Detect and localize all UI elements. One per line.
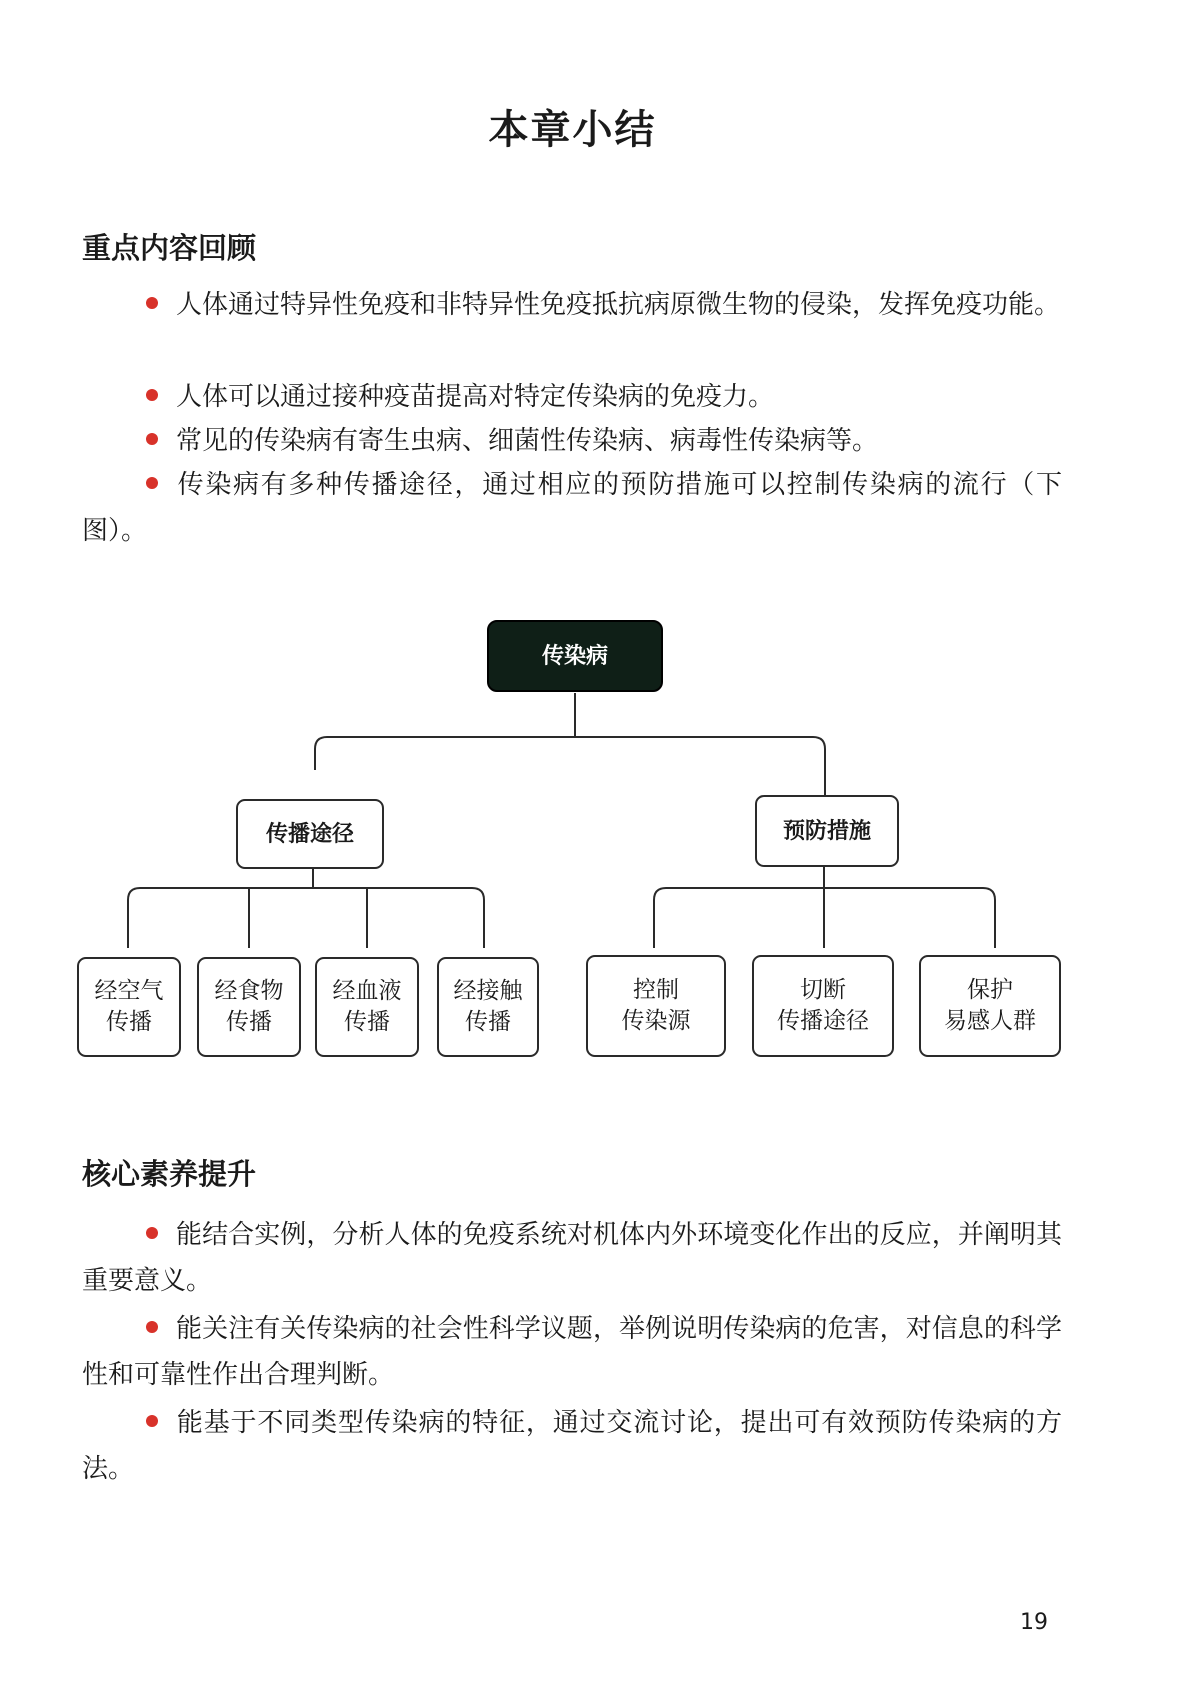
bullet-icon bbox=[146, 1321, 158, 1333]
connector-left-to-leaves bbox=[128, 865, 484, 948]
review-item-4: 传染病有多种传播途径，通过相应的预防措施可以控制传染病的流行（下图）。 bbox=[82, 470, 1062, 546]
review-item-3: 常见的传染病有寄生虫病、细菌性传染病、病毒性传染病等。 bbox=[82, 418, 1062, 464]
node-contact: 经接触 传播 bbox=[437, 957, 539, 1057]
connector-right-to-leaves bbox=[654, 865, 995, 948]
review-item-1: 人体通过特异性免疫和非特异性免疫抵抗病原微生物的侵染，发挥免疫功能。 bbox=[82, 282, 1062, 328]
page-number: 19 bbox=[1020, 1610, 1048, 1635]
core-item-1: 能结合实例，分析人体的免疫系统对机体内外环境变化作出的反应，并阐明其重要意义。 bbox=[82, 1220, 1062, 1296]
node-infectious-disease: 传染病 bbox=[487, 620, 663, 692]
node-cut-transmission: 切断 传播途径 bbox=[752, 955, 894, 1057]
node-prevention-measures: 预防措施 bbox=[755, 795, 899, 867]
connector-root-to-branches bbox=[315, 693, 825, 795]
node-foodborne: 经食物 传播 bbox=[197, 957, 301, 1057]
bullet-icon bbox=[146, 1227, 158, 1239]
chapter-summary-title: 本章小结 bbox=[488, 107, 657, 153]
node-protect-susceptible: 保护 易感人群 bbox=[919, 955, 1061, 1057]
review-item-2: 人体可以通过接种疫苗提高对特定传染病的免疫力。 bbox=[82, 374, 1062, 420]
section-heading-review: 重点内容回顾 bbox=[82, 231, 257, 265]
core-item-2: 能关注有关传染病的社会性科学议题，举例说明传染病的危害，对信息的科学性和可靠性作出合理判断。 bbox=[82, 1314, 1062, 1390]
bullet-icon bbox=[146, 1415, 158, 1427]
section-heading-core: 核心素养提升 bbox=[82, 1157, 257, 1191]
node-transmission-routes: 传播途径 bbox=[236, 799, 384, 869]
node-airborne: 经空气 传播 bbox=[77, 957, 181, 1057]
node-control-source: 控制 传染源 bbox=[586, 955, 726, 1057]
node-bloodborne: 经血液 传播 bbox=[315, 957, 419, 1057]
core-item-3: 能基于不同类型传染病的特征，通过交流讨论，提出可有效预防传染病的方法。 bbox=[82, 1408, 1062, 1484]
